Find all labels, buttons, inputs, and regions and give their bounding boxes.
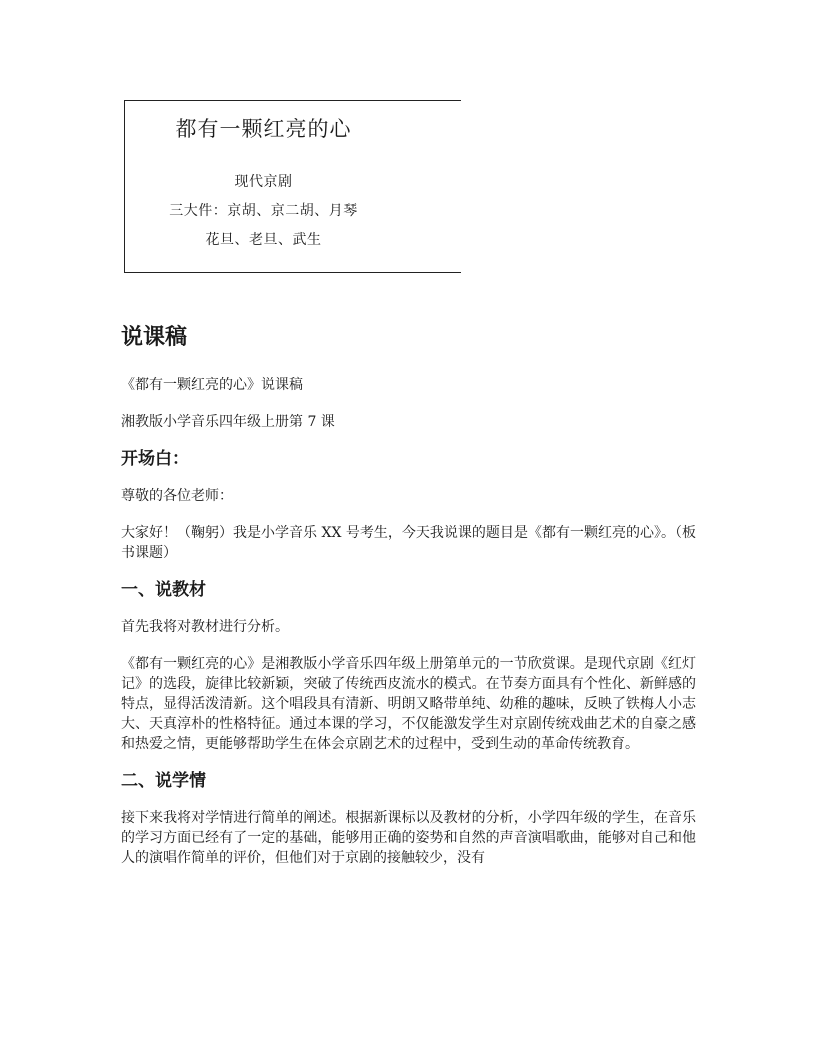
board-line-instruments: 三大件：京胡、京二胡、月琴 [169, 203, 358, 219]
board-image [124, 100, 461, 273]
page-title: 说课稿 [121, 325, 188, 350]
opening-greeting: 尊敬的各位老师： [121, 488, 233, 504]
opening-heading: 开场白： [121, 449, 189, 469]
opening-intro: 大家好！（鞠躬）我是小学音乐 XX 号考生，今天我说课的题目是《都有一颗红亮的心》。（板书课题） [121, 525, 696, 561]
lesson-subtitle: 《都有一颗红亮的心》说课稿 [121, 377, 303, 393]
document-body [121, 318, 696, 868]
section-textbook-para-1: 首先我将对教材进行分析。 [121, 619, 289, 635]
section-students-heading: 二、说学情 [121, 771, 206, 791]
board-line-genre: 现代京剧 [234, 174, 293, 190]
textbook-reference: 湘教版小学音乐四年级上册第 7 课 [121, 414, 335, 430]
section-textbook-para-2: 《都有一颗红亮的心》是湘教版小学音乐四年级上册第单元的一节欣赏课。是现代京剧《红灯记》的选段，旋律比较新颖，突破了传统西皮流水的模式。在节奏方面具有个性化、新鲜感的特点，显得活泼清新。这个唱段具有清新、明朗又略带单纯、幼稚的趣味，反映了铁梅人小志大、天真淳朴的性格特征。通过本课的学习，不仅能激发学生对京剧传统戏曲艺术的自豪之感和热爱之情，更能够帮助学生在体会京剧艺术的过程中，受到生动的革命传统教育。 [121, 656, 696, 752]
section-students-para-1: 接下来我将对学情进行简单的阐述。根据新课标以及教材的分析，小学四年级的学生，在音乐的学习方面已经有了一定的基础，能够用正确的姿势和自然的声音演唱歌曲，能够对自己和他人的演唱作简单的评价，但他们对于京剧的接触较少，没有 [121, 810, 696, 866]
board-title: 都有一颗红亮的心 [175, 117, 352, 141]
board-line-roles: 花旦、老旦、武生 [205, 232, 322, 248]
section-textbook-heading: 一、说教材 [121, 580, 206, 600]
